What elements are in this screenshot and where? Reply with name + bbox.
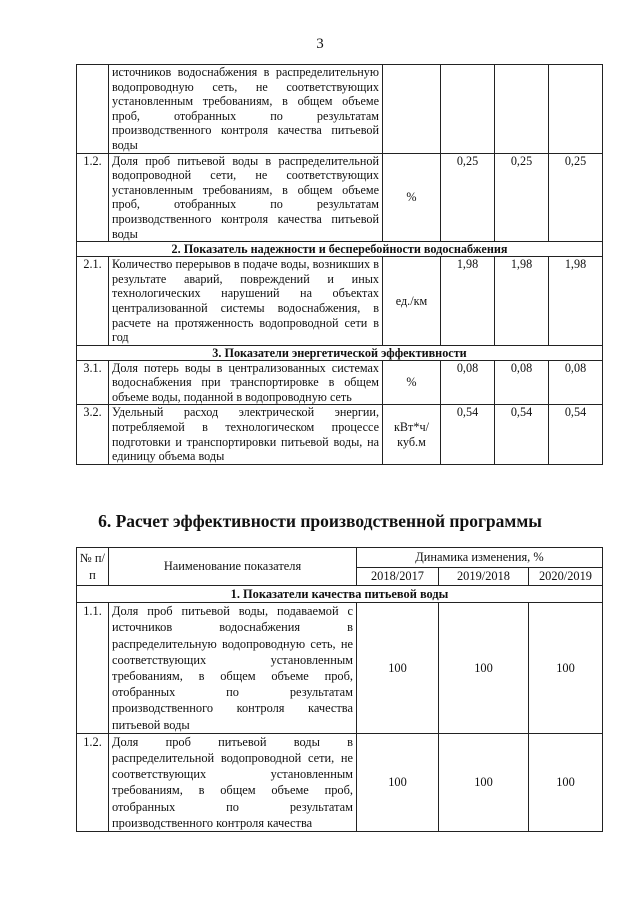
table-row: [77, 65, 603, 154]
value-cell: 0,54: [441, 405, 495, 464]
indicator-name: Доля потерь воды в централизованных системах водоснабжения при транспортировке в общем объеме воды, поданной в водопроводную сеть: [109, 360, 383, 405]
table-row: [77, 733, 603, 831]
value-cell: 1,98: [549, 257, 603, 346]
row-number: 1.1.: [77, 603, 109, 734]
section-heading: 1. Показатели качества питьевой воды: [77, 586, 603, 603]
unit-cell: %: [383, 360, 441, 405]
unit-cell: кВт*ч/ куб.м: [383, 405, 441, 464]
value-cell: 0,08: [495, 360, 549, 405]
value-cell: 100: [529, 733, 603, 831]
value-cell: 100: [529, 603, 603, 734]
value-cell: 100: [439, 603, 529, 734]
value-cell: [495, 65, 549, 154]
row-number: 3.2.: [77, 405, 109, 464]
row-number: 1.2.: [77, 153, 109, 242]
row-number: 2.1.: [77, 257, 109, 346]
table-row: [77, 405, 603, 464]
section-6-heading: 6. Расчет эффективности производственной программы: [98, 511, 542, 531]
table-row: [77, 360, 603, 405]
unit-cell: [383, 65, 441, 154]
value-cell: 0,08: [441, 360, 495, 405]
indicator-name: Доля проб питьевой воды в распределительной водопроводной сети, не соответствующих установленным требованиям, в общем объеме проб, отобранных по результатам производственного контроля качества питьевой воды: [109, 153, 383, 242]
row-number: 1.2.: [77, 733, 109, 831]
value-cell: 0,54: [495, 405, 549, 464]
value-cell: 0,25: [549, 153, 603, 242]
row-number: [77, 65, 109, 154]
header-year: 2018/2017: [357, 568, 439, 586]
header-year: 2019/2018: [439, 568, 529, 586]
value-cell: 0,08: [549, 360, 603, 405]
indicator-name: Удельный расход электрической энергии, потребляемой в технологическом процессе подготовки и транспортировки питьевой воды, на единицу объема воды: [109, 405, 383, 464]
value-cell: 0,54: [549, 405, 603, 464]
value-cell: 100: [439, 733, 529, 831]
table-row: [77, 257, 603, 346]
value-cell: 1,98: [495, 257, 549, 346]
row-number: 3.1.: [77, 360, 109, 405]
unit-cell: ед./км: [383, 257, 441, 346]
value-cell: 1,98: [441, 257, 495, 346]
indicator-name: Количество перерывов в подаче воды, возникших в результате аварий, повреждений и иных технологических нарушений на объектах централизованной системы водоснабжения, в расчете на протяженность водопроводной сети в год: [109, 257, 383, 346]
table-row: [77, 153, 603, 242]
value-cell: [441, 65, 495, 154]
section-heading: 2. Показатель надежности и бесперебойности водоснабжения: [77, 242, 603, 257]
header-name: Наименование показателя: [109, 548, 357, 586]
value-cell: 100: [357, 603, 439, 734]
section-row: [77, 242, 603, 257]
section-row: [77, 345, 603, 360]
section-heading: 3. Показатели энергетической эффективности: [77, 345, 603, 360]
table-row: [77, 603, 603, 734]
header-num: № п/п: [77, 548, 109, 586]
value-cell: 0,25: [441, 153, 495, 242]
value-cell: 100: [357, 733, 439, 831]
indicator-name: Доля проб питьевой воды в распределительной водопроводной сети, не соответствующих установленным требованиям, в общем объеме проб, отобранных по результатам производственного контроля качества: [109, 733, 357, 831]
efficiency-table: [76, 547, 603, 832]
page-number: 3: [316, 36, 324, 52]
indicator-name: источников водоснабжения в распределительную водопроводную сеть, не соответствующих установленным требованиям, в общем объеме проб, отобранных по результатам производственного контроля качества питьевой воды: [109, 65, 383, 154]
value-cell: [549, 65, 603, 154]
value-cell: 0,25: [495, 153, 549, 242]
unit-cell: %: [383, 153, 441, 242]
indicator-name: Доля проб питьевой воды, подаваемой с источников водоснабжения в распределительную водопроводную сеть, не соответствующих установленным требованиям, в общем объеме проб, отобранных по результатам производственного контроля качества питьевой воды: [109, 603, 357, 734]
indicators-table-continued: [76, 64, 603, 465]
header-dynamics: Динамика изменения, %: [357, 548, 603, 568]
header-year: 2020/2019: [529, 568, 603, 586]
